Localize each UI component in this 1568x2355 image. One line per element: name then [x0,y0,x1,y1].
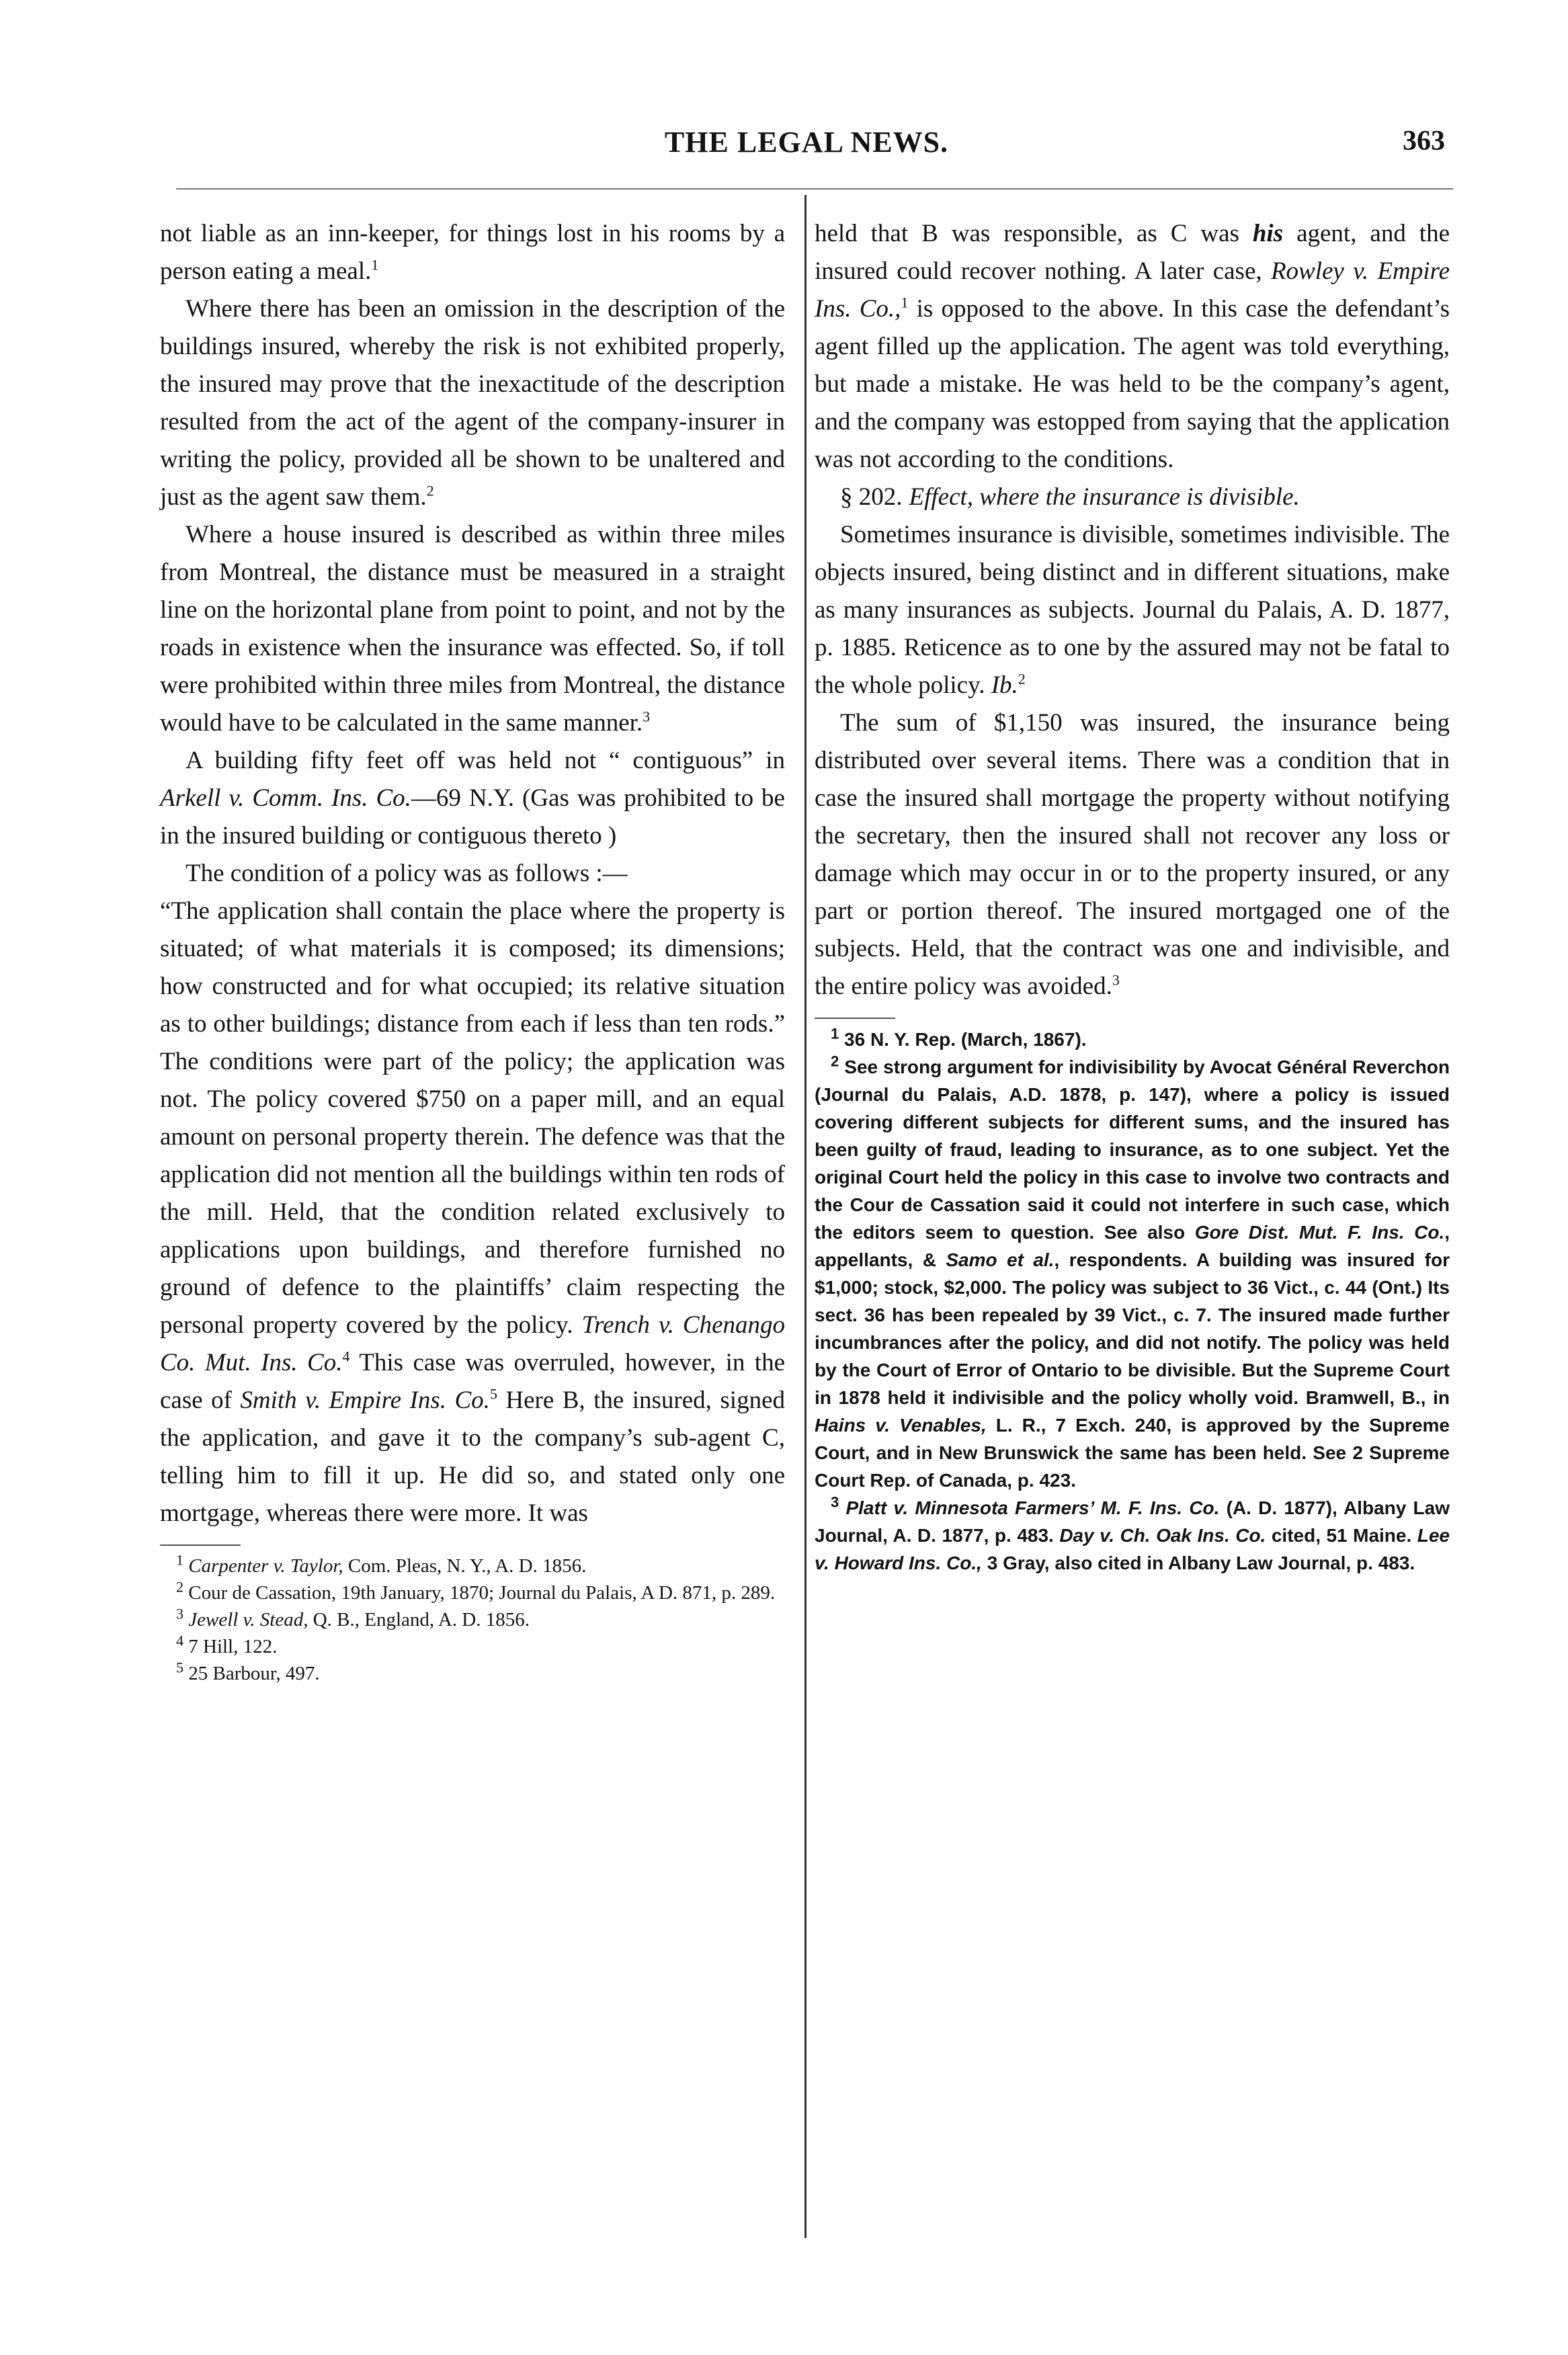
footnote-rule [160,1544,241,1546]
footnote [160,1579,785,1606]
footnote-marker: 2 [1018,670,1026,688]
running-title: THE LEGAL NEWS. [664,126,949,159]
footnote [160,1633,785,1660]
footnote [815,1053,1450,1494]
footnote-number: 3 [831,1493,839,1511]
paragraph-text: This case was overruled, however, in the case of [160,1349,785,1414]
footnote [815,1494,1450,1577]
paragraph-text: agent, and the insured could recover nothing. A later case, [815,220,1450,285]
page-number: 363 [1403,126,1445,157]
footnote-marker: 5 [489,1385,497,1403]
paragraph [160,855,785,893]
footnote-text: L. R., 7 Exch. 240, is approved by the Supreme Court, and in New Brunswick the same has been held. See 2 Supreme Court Rep. of Canada, p. 423. [815,1415,1450,1491]
footnote-number: 5 [176,1659,183,1676]
paragraph [160,742,785,855]
paragraph [160,516,785,742]
footnote-marker: 2 [426,482,434,499]
paragraph-text: is opposed to the above. In this case the defendant’s agent filled up the application. The agent was told everything, but made a mistake. He was held to be the company’s agent, and the company was estopped from saying that the application was not according to the conditions. [815,295,1450,473]
paragraph-text: Sometimes insurance is divisible, sometimes indivisible. The objects insured, being distinct and in different situations, make as many insurances as subjects. Journal du Palais, A. D. 1877, p. 1885. Reticence as to one by the assured may not be fatal to the whole policy. [815,521,1450,699]
footnote-marker: 4 [342,1348,350,1365]
case-name: Trench v. Chenango Co. Mut. Ins. Co. [160,1311,785,1376]
footnote-text: Com. Pleas, N. Y., A. D. 1856. [343,1555,587,1577]
paragraph [815,215,1450,479]
citation: Ib. [991,671,1018,699]
footnote-text: 25 Barbour, 497. [188,1663,320,1684]
footnote-text: 36 N. Y. Rep. (March, 1867). [844,1029,1087,1050]
section-number: § 202. [840,483,903,511]
footnote-number: 3 [176,1605,183,1622]
footnote [815,1026,1450,1053]
column-divider [804,195,807,2238]
footnotes-left [160,1553,785,1687]
case-name: Gore Dist. Mut. F. Ins. Co. [1194,1222,1445,1243]
case-name: Rowley v. Empire Ins. Co., [815,257,1450,323]
footnote-text: Q. B., England, A. D. 1856. [308,1609,530,1630]
case-name: Carpenter v. Taylor, [188,1555,343,1577]
paragraph [160,290,785,516]
footnote [160,1660,785,1687]
footnote-text: 3 Gray, also cited in Albany Law Journal, p. 483. [981,1553,1415,1573]
footnote-text: , respondents. A building was insured for $1,000; stock, $2,000. The policy was subject to 36 Vict., c. 44 (Ont.) Its sect. 36 has been repealed by 39 Vict., c. 7. The insured made further incumbrances after the policy, and did not notify. The policy was held by the Court of Error of Ontario to be divisible. But the Supreme Court in 1878 held it indivisible and the policy wholly void. Bramwell, B., in [815,1249,1450,1408]
footnote-number: 4 [176,1632,183,1649]
footnote-text: See strong argument for indivisibility by Avocat Général Reverchon (Journal du Palais, A.D. 1878, p. 147), where a policy is issued covering different subjects for different sums, and the insured has been guilty of fraud, leading to insurance, as to one subject. Yet the original Court held the policy in this case to involve two contracts and the Cour de Cassation said it could not interfere in such case, which the editors seem to question. See also [815,1057,1450,1243]
paragraph-text: Here B, the insured, signed the application, and gave it to the company’s sub-agent C, telling him to fill it up. He did so, and stated only one mortgage, whereas there were more. It was [160,1387,785,1527]
case-name: Lee v. Howard Ins. Co., [815,1525,1450,1573]
paragraph-text: A building fifty feet off was held not “ contiguous” in [185,747,785,774]
paragraph-text: held that B was responsible, as C was [815,220,1253,247]
paragraph-text: “The application shall contain the place where the property is situated; of what materials it is composed; its dimensions; how constructed and for what occupied; its relative situation as to other buildings; distance from each if less than ten rods.” The conditions were part of the policy; the application was not. The policy covered $750 on a paper mill, and an equal amount on personal property therein. The defence was that the application did not mention all the buildings within ten rods of the mill. Held, that the condition related exclusively to applications upon buildings, and therefore furnished no ground of defence to the plaintiffs’ claim respecting the personal property covered by the policy. [160,897,785,1339]
paragraph-text: not liable as an inn-keeper, for things lost in his rooms by a person eating a meal. [160,220,785,285]
case-name: Jewell v. Stead, [188,1609,308,1630]
footnote-rule [815,1018,895,1019]
footnote-text: 7 Hill, 122. [188,1636,278,1657]
case-name: Hains v. Venables, [815,1415,987,1436]
section-heading [815,479,1450,516]
footnote-number: 2 [831,1052,839,1070]
case-name: Arkell v. Comm. Ins. Co. [160,784,411,812]
paragraph-text: —69 N.Y. (Gas was prohibited to be in the insured building or contiguous thereto ) [160,784,785,850]
paragraph-text: The condition of a policy was as follows :— [185,860,628,887]
section-title: Effect, where the insurance is divisible. [909,483,1300,511]
paragraph-text: The sum of $1,150 was insured, the insurance being distributed over several items. There was a condition that in case the insured shall mortgage the property without notifying the secretary, then the insured shall not recover any loss or damage which may occur in or to the property insured, or any part or portion thereof. The insured mortgaged one of the subjects. Held, that the contract was one and indivisible, and the entire policy was avoided. [815,709,1450,1000]
case-name: Smith v. Empire Ins. Co. [240,1387,490,1414]
footnote-marker: 3 [1112,971,1120,989]
footnote-text: Cour de Cassation, 19th January, 1870; Journal du Palais, A D. 871, p. 289. [188,1582,776,1604]
footnote-marker: 1 [371,256,379,274]
paragraph-text: Where a house insured is described as within three miles from Montreal, the distance must be measured in a straight line on the horizontal plane from point to point, and not by the roads in existence when the insurance was effected. So, if toll were prohibited within three miles from Montreal, the distance would have to be calculated in the same manner. [160,521,785,737]
footnote-text: cited, 51 Maine. [1266,1525,1417,1546]
paragraph [160,215,785,290]
paragraph-text: Where there has been an omission in the description of the buildings insured, whereby the risk is not exhibited properly, the insured may prove that the inexactitude of the description resulted from the act of the agent of the company-insurer in writing the policy, provided all be shown to be unaltered and just as the agent saw them. [160,295,785,511]
case-name: Platt v. Minnesota Farmers’ M. F. Ins. Co. [845,1497,1220,1518]
footnote [160,1553,785,1579]
footnote-text: (A. D. 1877), Albany Law Journal, A. D. 1877, p. 483. [815,1497,1450,1546]
paragraph [160,893,785,1532]
right-column [815,215,1450,1577]
footnote-number: 1 [831,1025,839,1042]
footnote-text: , appellants, & [815,1222,1450,1270]
footnote [160,1606,785,1633]
footnote-marker: 3 [643,708,651,725]
emphasis: his [1252,220,1284,247]
paragraph [815,704,1450,1005]
footnote-number: 2 [176,1578,183,1596]
paragraph [815,516,1450,704]
footnote-marker: 1 [901,294,909,311]
header-rule [176,188,1453,190]
case-name: Samo et al. [946,1249,1055,1270]
left-column [160,215,785,1687]
case-name: Day v. Ch. Oak Ins. Co. [1059,1525,1266,1546]
page-header [161,125,1452,172]
footnote-number: 1 [176,1551,183,1569]
footnotes-right [815,1026,1450,1577]
